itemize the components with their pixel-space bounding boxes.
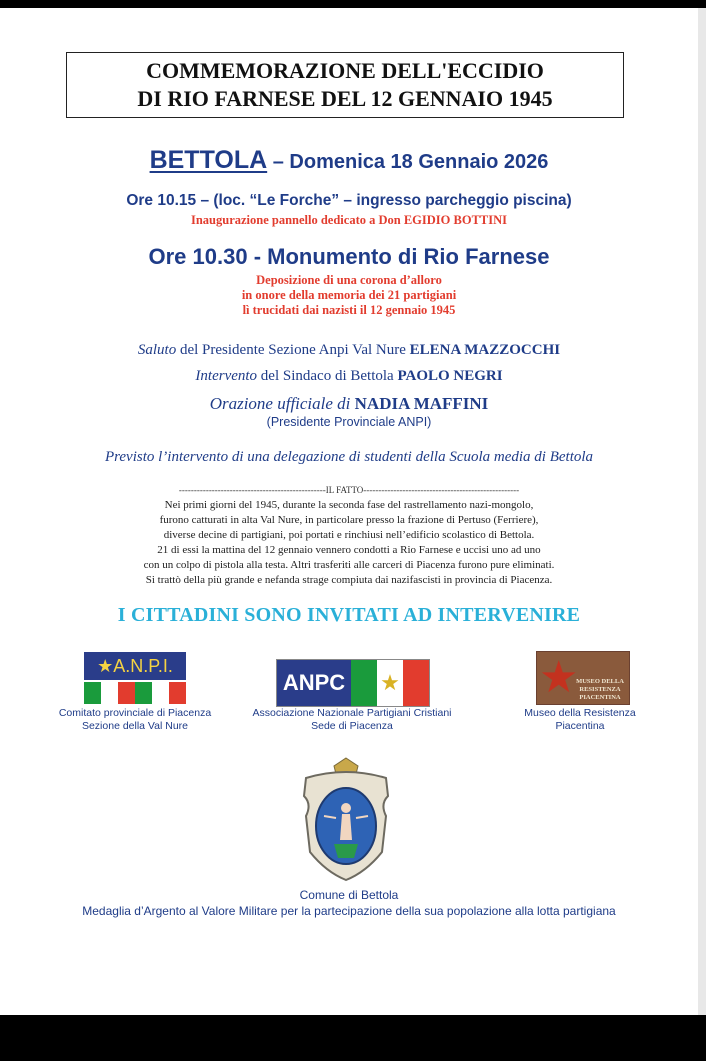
title-line-2: DI RIO FARNESE DEL 12 GENNAIO 1945	[137, 86, 553, 111]
museo-caption-line: Piacentina	[555, 719, 605, 732]
orazione-label: Orazione ufficiale di	[209, 394, 355, 413]
museo-logo-line: MUSEO DELLA	[576, 678, 624, 685]
anpi-logo-text: ★A.N.P.I.	[84, 652, 186, 680]
title-line-1: COMMEMORAZIONE DELL'ECCIDIO	[146, 58, 544, 83]
il-fatto-line: con un colpo di pistola alla testa. Altri trasferiti alle carceri di Piacenza furono pure eliminati.	[143, 559, 555, 571]
headline-place: BETTOLA	[149, 146, 268, 174]
anpc-logo	[276, 659, 430, 707]
saluto-line	[0, 342, 698, 359]
il-fatto-line: Nei primi giorni del 1945, durante la seconda fase del rastrellamento nazi-mongolo,	[164, 499, 534, 511]
event2-desc-line: lì trucidati dai nazisti il 12 gennaio 1945	[242, 303, 456, 317]
anpi-caption-line: Comitato provinciale di Piacenza	[58, 707, 212, 719]
anpi-caption	[20, 707, 250, 732]
saluto-text: del Presidente Sezione Anpi Val Nure	[176, 342, 410, 358]
intervento-name: PAOLO NEGRI	[397, 368, 503, 384]
il-fatto-heading: -------------------------------------------------IL FATTO----------------------------------------------------	[178, 485, 520, 495]
students-note: Previsto l’intervento di una delegazione di studenti della Scuola media di Bettola	[104, 449, 594, 465]
event2-desc-line: in onore della memoria dei 21 partigiani	[241, 288, 457, 302]
anpc-caption-line: Associazione Nazionale Partigiani Cristiani	[252, 707, 452, 719]
anpi-caption-line: Sezione della Val Nure	[81, 719, 189, 732]
museo-logo-text	[571, 678, 629, 702]
museo-logo-line: RESISTENZA	[579, 686, 621, 693]
footer-medal: Medaglia d’Argento al Valore Militare per la partecipazione della sua popolazione alla lotta partigiana	[82, 904, 616, 918]
anpc-caption-line: Sede di Piacenza	[311, 719, 393, 732]
orazione-role: (Presidente Provinciale ANPI)	[266, 415, 432, 429]
museo-logo	[536, 651, 630, 705]
il-fatto-line: diverse decine di partigiani, poi portati e rinchiusi nell’edificio scolastico di Bettola.	[163, 529, 535, 541]
right-edge-strip	[698, 8, 706, 1015]
museo-caption-line: Museo della Resistenza	[524, 707, 636, 719]
intervento-label: Intervento	[195, 368, 258, 384]
saluto-label: Saluto	[137, 342, 177, 358]
orazione-line	[0, 394, 698, 414]
title-box	[66, 52, 624, 118]
anpc-star-icon: ★	[377, 660, 403, 706]
museo-logo-line: PIACENTINA	[579, 694, 621, 701]
il-fatto-line: 21 di essi la mattina del 12 gennaio vennero condotti a Rio Farnese e uccisi uno ad uno	[157, 544, 541, 556]
bottom-black-bar	[0, 1015, 706, 1061]
anpc-caption	[232, 707, 472, 732]
event2-time: Ore 10.30 - Monumento di Rio Farnese	[148, 244, 550, 269]
anpi-logo	[84, 652, 186, 704]
bettola-coat-of-arms-icon	[296, 756, 396, 884]
headline	[0, 146, 698, 175]
footer-municipality: Comune di Bettola	[299, 888, 399, 902]
event2-desc-line: Deposizione di una corona d’alloro	[256, 273, 442, 287]
il-fatto-line: Si trattò della più grande e nefanda strage compiuta dai nazifascisti in provincia di Piacenza.	[145, 574, 553, 586]
event1-desc: Inaugurazione pannello dedicato a Don EGIDIO BOTTINI	[190, 213, 508, 227]
il-fatto-line: furono catturati in alta Val Nure, in particolare presso la frazione di Pertuso (Ferriere),	[159, 514, 539, 526]
intervento-text: del Sindaco di Bettola	[257, 368, 398, 384]
red-star-icon: ★	[539, 653, 579, 702]
invite-banner: I CITTADINI SONO INVITATI AD INTERVENIRE	[117, 604, 581, 626]
il-fatto-section	[0, 483, 698, 588]
museo-caption	[500, 707, 660, 732]
orazione-name: NADIA MAFFINI	[354, 394, 489, 413]
headline-date: – Domenica 18 Gennaio 2026	[267, 151, 549, 173]
anpi-flag	[84, 682, 186, 704]
event1-time: Ore 10.15 – (loc. “Le Forche” – ingresso parcheggio piscina)	[126, 192, 572, 209]
saluto-name: ELENA MAZZOCCHI	[409, 342, 561, 358]
anpc-logo-text: ANPC	[277, 660, 351, 706]
intervento-line	[0, 368, 698, 385]
poster-page	[0, 8, 698, 1015]
event2-desc	[0, 273, 698, 318]
